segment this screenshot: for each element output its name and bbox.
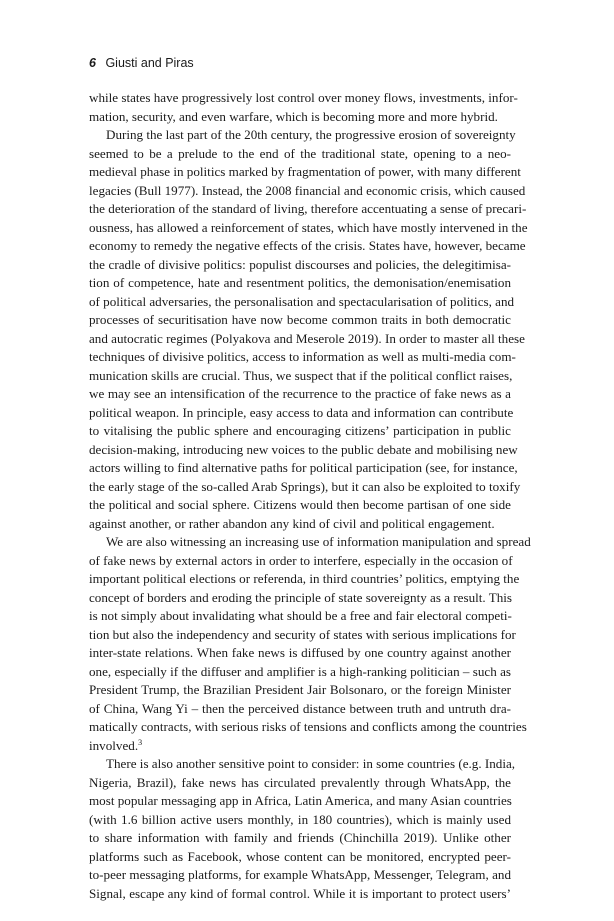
text-line-content: the early stage of the so-called Arab Springs), but it can also be exploited to toxify [89, 478, 521, 494]
text-line [89, 348, 516, 367]
text-line-content: tion of competence, hate and resentment politics, the demonisation/enemisation [89, 275, 511, 290]
text-line [89, 441, 518, 460]
text-line [89, 811, 511, 830]
text-line-content: to share information with family and friends (Chinchilla 2019). Unlike other [89, 830, 511, 845]
text-line [89, 330, 525, 349]
text-line-content: against another, or rather abandon any kind of civil and political engagement. [89, 515, 495, 531]
text-line [89, 774, 511, 793]
text-line-content: economy to remedy the negative effects of the crisis. States have, however, became [89, 238, 526, 253]
text-line-content: Nigeria, Brazil), fake news has circulated prevalently through WhatsApp, the [89, 774, 511, 790]
text-line-content: processes of securitisation have now become common traits in both democratic [89, 312, 511, 327]
text-line-content: During the last part of the 20th century, the progressive erosion of sovereignty [106, 127, 516, 142]
text-line-content: techniques of divisive politics, access to information as well as multi-media com- [89, 349, 516, 364]
text-line-content: to-peer messaging platforms, for example WhatsApp, Messenger, Telegram, and [89, 867, 511, 882]
text-line-content: the deterioration of the standard of living, therefore accentuating a sense of precari- [89, 201, 527, 216]
text-line [89, 478, 521, 497]
text-line-content: tion but also the independency and security of states with serious implications for [89, 626, 516, 642]
text-line [89, 293, 515, 312]
text-line [89, 718, 527, 737]
text-line-content: political weapon. In principle, easy access to data and information can contribute [89, 404, 514, 420]
text-line-content: important political elections or referenda, in third countries’ politics, emptying the [89, 571, 520, 586]
text-line [89, 182, 526, 201]
text-line [89, 311, 511, 330]
text-line [89, 126, 516, 145]
text-line [89, 256, 511, 275]
text-line [89, 533, 531, 552]
text-line [89, 737, 511, 756]
running-head [89, 56, 194, 70]
text-line-content: medieval phase in politics marked by fragmentation of power, with many different [89, 164, 521, 179]
text-line [89, 885, 511, 904]
text-line [89, 163, 521, 182]
text-line [89, 367, 511, 386]
text-line [89, 552, 511, 571]
text-line-content: We are also witnessing an increasing use of information manipulation and spread [106, 534, 531, 549]
text-line-content: and autocratic regimes (Polyakova and Meserole 2019). In order to master all these [89, 330, 525, 346]
text-line-content: most popular messaging app in Africa, Latin America, and many Asian countries [89, 793, 512, 808]
text-line-content: the cradle of divisive politics: populist discourses and policies, the delegitimisa- [89, 256, 511, 272]
footnote-marker[interactable]: 3 [138, 737, 143, 747]
text-line [89, 89, 518, 108]
text-line-content: to vitalising the public sphere and encouraging citizens’ participation in public [89, 423, 511, 438]
text-line [89, 607, 511, 626]
text-line-content: of political adversaries, the personalisation and spectacularisation of politics, and [89, 293, 515, 309]
text-line [89, 515, 511, 534]
text-line-content: the political and social sphere. Citizens would then become partisan of one side [89, 497, 511, 512]
text-line [89, 145, 511, 164]
text-line [89, 755, 516, 774]
text-line [89, 496, 511, 515]
text-line-content: concept of borders and eroding the principle of state sovereignty as a result. This [89, 589, 512, 605]
text-line-content: one, especially if the diffuser and amplifier is a high-ranking politician – such as [89, 663, 511, 679]
text-line-content: munication skills are crucial. Thus, we suspect that if the political conflict raises, [89, 367, 513, 383]
text-line [89, 866, 511, 885]
text-line-content: is not simply about invalidating what should be a free and fair electoral competi- [89, 608, 512, 623]
text-line [89, 700, 511, 719]
text-line [89, 570, 520, 589]
text-line [89, 792, 511, 811]
text-line [89, 200, 527, 219]
running-title: Giusti and Piras [105, 56, 194, 70]
text-line [89, 219, 528, 238]
text-line [89, 681, 511, 700]
text-line [89, 385, 511, 404]
body-text [89, 89, 531, 903]
text-line [89, 644, 511, 663]
text-line [89, 848, 511, 867]
text-line-content: matically contracts, with serious risks of tensions and conflicts among the countries [89, 719, 527, 734]
text-line-content: decision-making, introducing new voices to the public debate and mobilising new [89, 441, 518, 457]
text-line-content: Signal, escape any kind of formal control. While it is important to protect users’ [89, 885, 511, 901]
text-line [89, 829, 511, 848]
text-line [89, 626, 516, 645]
text-line-content: while states have progressively lost control over money flows, investments, infor- [89, 90, 518, 105]
text-line-content: There is also another sensitive point to consider: in some countries (e.g. India, [106, 756, 516, 771]
text-line [89, 237, 526, 256]
text-line [89, 404, 514, 423]
text-line-content: we may see an intensification of the recurrence to the practice of fake news as a [89, 386, 511, 401]
text-line-content: involved. [89, 737, 139, 753]
text-line-content: mation, security, and even warfare, which is becoming more and more hybrid. [89, 108, 498, 124]
text-line-content: ousness, has allowed a reinforcement of states, which have mostly intervened in the [89, 219, 528, 235]
text-line [89, 274, 511, 293]
text-line [89, 422, 511, 441]
text-line-content: actors willing to find alternative paths for political participation (see, for instance, [89, 460, 518, 475]
text-line-content: seemed to be a prelude to the end of the traditional state, opening to a neo- [89, 145, 511, 161]
text-line-content: of fake news by external actors in order to interfere, especially in the occasion of [89, 552, 513, 568]
text-line [89, 663, 511, 682]
text-line-content: platforms such as Facebook, whose content can be monitored, encrypted peer- [89, 848, 511, 864]
text-line [89, 108, 511, 127]
text-line-content: inter-state relations. When fake news is diffused by one country against another [89, 645, 511, 660]
text-line-content: of China, Wang Yi – then the perceived distance between truth and untruth dra- [89, 700, 511, 716]
text-line-content: (with 1.6 billion active users monthly, in 180 countries), which is mainly used [89, 811, 511, 827]
text-line [89, 459, 518, 478]
text-line [89, 589, 511, 608]
text-line-content: legacies (Bull 1977). Instead, the 2008 financial and economic crisis, which caused [89, 182, 526, 198]
text-line-content: President Trump, the Brazilian President Jair Bolsonaro, or the foreign Minister [89, 682, 511, 697]
page-number: 6 [89, 56, 96, 70]
